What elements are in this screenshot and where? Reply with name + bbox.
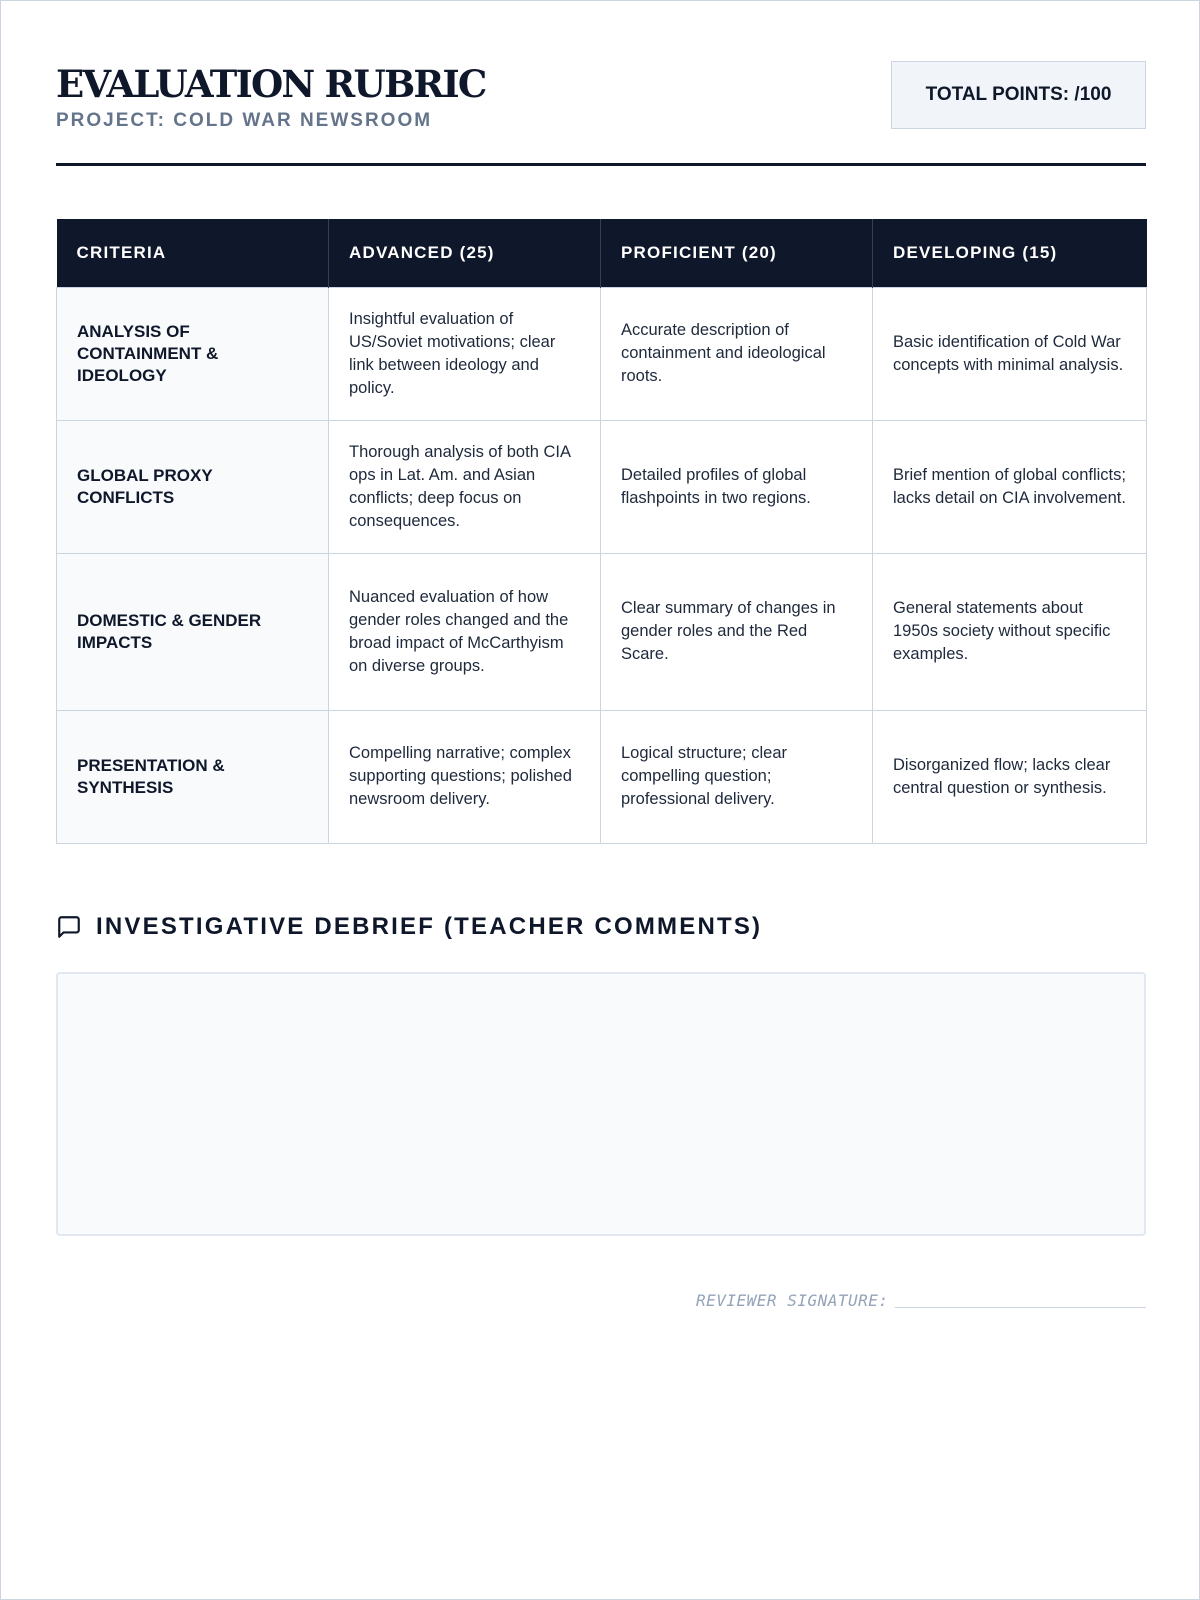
advanced-cell: Compelling narrative; complex supporting questions; polished newsroom delivery. <box>329 710 601 843</box>
table-row <box>57 420 1147 553</box>
rubric-table <box>56 219 1147 844</box>
developing-cell: Disorganized flow; lacks clear central question or synthesis. <box>873 710 1147 843</box>
developing-cell: Brief mention of global conflicts; lacks detail on CIA involvement. <box>873 420 1147 553</box>
advanced-cell: Insightful evaluation of US/Soviet motivations; clear link between ideology and policy. <box>329 287 601 420</box>
table-row <box>57 710 1147 843</box>
column-header-developing: DEVELOPING (15) <box>873 219 1147 287</box>
signature-line[interactable] <box>895 1307 1146 1308</box>
column-header-criteria: CRITERIA <box>57 219 329 287</box>
advanced-cell: Thorough analysis of both CIA ops in Lat. Am. and Asian conflicts; deep focus on consequences. <box>329 420 601 553</box>
developing-cell: Basic identification of Cold War concepts with minimal analysis. <box>873 287 1147 420</box>
developing-cell: General statements about 1950s society without specific examples. <box>873 553 1147 710</box>
criteria-cell: DOMESTIC & GENDER IMPACTS <box>57 553 329 710</box>
proficient-cell: Clear summary of changes in gender roles and the Red Scare. <box>601 553 873 710</box>
advanced-cell: Nuanced evaluation of how gender roles changed and the broad impact of McCarthyism on diverse groups. <box>329 553 601 710</box>
rubric-header-row <box>57 219 1147 287</box>
teacher-comments-box[interactable] <box>56 972 1146 1236</box>
column-header-proficient: PROFICIENT (20) <box>601 219 873 287</box>
criteria-cell: ANALYSIS OF CONTAINMENT & IDEOLOGY <box>57 287 329 420</box>
page-header <box>56 61 1146 166</box>
proficient-cell: Logical structure; clear compelling question; professional delivery. <box>601 710 873 843</box>
proficient-cell: Detailed profiles of global flashpoints in two regions. <box>601 420 873 553</box>
debrief-heading <box>56 913 762 941</box>
comment-icon <box>56 914 82 940</box>
table-row <box>57 287 1147 420</box>
table-row <box>57 553 1147 710</box>
project-subtitle: PROJECT: COLD WAR NEWSROOM <box>56 110 433 131</box>
criteria-cell: GLOBAL PROXY CONFLICTS <box>57 420 329 553</box>
reviewer-signature-label: REVIEWER SIGNATURE: <box>696 1291 889 1310</box>
criteria-cell: PRESENTATION & SYNTHESIS <box>57 710 329 843</box>
column-header-advanced: ADVANCED (25) <box>329 219 601 287</box>
proficient-cell: Accurate description of containment and ideological roots. <box>601 287 873 420</box>
total-points-box: TOTAL POINTS: /100 <box>891 61 1146 129</box>
debrief-title: INVESTIGATIVE DEBRIEF (TEACHER COMMENTS) <box>96 913 763 940</box>
page-title: EVALUATION RUBRIC <box>56 62 486 106</box>
